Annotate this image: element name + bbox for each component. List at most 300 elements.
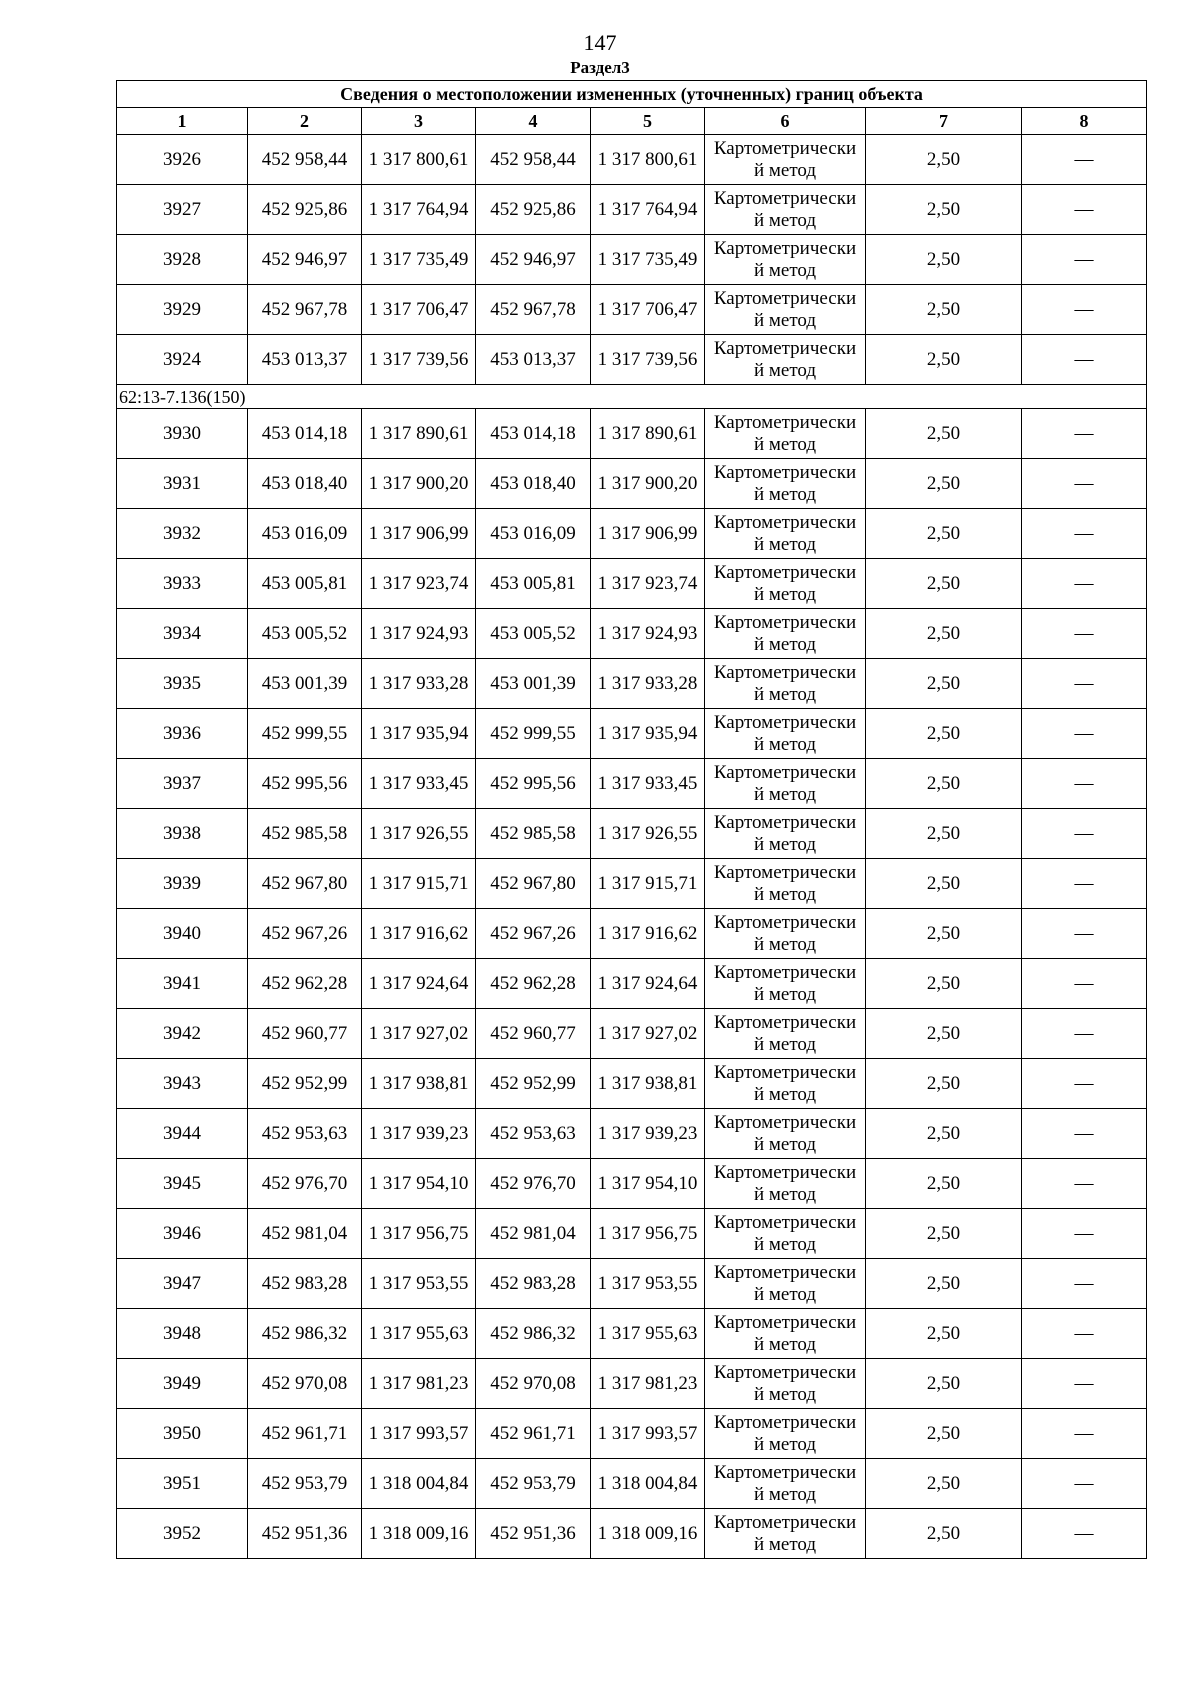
table-cell: 452 970,08: [248, 1359, 362, 1409]
method-text-line2: й метод: [753, 209, 817, 231]
table-cell: 3942: [117, 1009, 248, 1059]
table-cell: 453 013,37: [476, 335, 591, 385]
method-text-line2: й метод: [753, 833, 817, 855]
table-cell: —: [1022, 1259, 1147, 1309]
table-row: [117, 559, 1147, 609]
table-cell: 452 976,70: [476, 1159, 591, 1209]
table-cell: 2,50: [866, 959, 1022, 1009]
table-cell: 1 317 935,94: [591, 709, 705, 759]
method-text-line1: Картометрически: [713, 861, 857, 883]
method-text-line2: й метод: [753, 1433, 817, 1455]
table-cell: 452 967,78: [248, 285, 362, 335]
table-cell: 1 317 900,20: [362, 459, 476, 509]
table-cell: 452 953,79: [476, 1459, 591, 1509]
table-cell: 452 967,26: [476, 909, 591, 959]
table-cell: 3924: [117, 335, 248, 385]
method-text-line1: Картометрически: [713, 1211, 857, 1233]
method-cell: [705, 235, 866, 285]
method-text-line2: й метод: [753, 1033, 817, 1055]
table-cell: —: [1022, 1109, 1147, 1159]
table-cell: 1 317 927,02: [362, 1009, 476, 1059]
method-cell: [705, 759, 866, 809]
method-text-line2: й метод: [753, 533, 817, 555]
method-cell: [705, 509, 866, 559]
table-cell: 3945: [117, 1159, 248, 1209]
table-cell: 3948: [117, 1309, 248, 1359]
table-row: [117, 959, 1147, 1009]
method-text-line2: й метод: [753, 783, 817, 805]
table-cell: 452 986,32: [248, 1309, 362, 1359]
table-cell: 452 981,04: [476, 1209, 591, 1259]
table-cell: 1 318 004,84: [591, 1459, 705, 1509]
method-cell: [705, 909, 866, 959]
method-text-line1: Картометрически: [713, 1261, 857, 1283]
table-cell: 453 018,40: [476, 459, 591, 509]
table-cell: 1 317 955,63: [362, 1309, 476, 1359]
method-text-line1: Картометрически: [713, 511, 857, 533]
method-text-line2: й метод: [753, 1283, 817, 1305]
table-cell: 452 952,99: [476, 1059, 591, 1109]
table-cell: —: [1022, 335, 1147, 385]
column-header: 6: [705, 108, 866, 135]
table-cell: 2,50: [866, 1109, 1022, 1159]
table-cell: 1 317 890,61: [362, 409, 476, 459]
column-header: 2: [248, 108, 362, 135]
table-cell: 2,50: [866, 659, 1022, 709]
table-cell: 3944: [117, 1109, 248, 1159]
table-cell: 453 014,18: [248, 409, 362, 459]
method-text-line2: й метод: [753, 359, 817, 381]
table-cell: —: [1022, 1359, 1147, 1409]
method-text-line2: й метод: [753, 883, 817, 905]
method-text-line1: Картометрически: [713, 461, 857, 483]
table-cell: 3940: [117, 909, 248, 959]
table-cell: 452 999,55: [248, 709, 362, 759]
table-cell: 452 953,63: [476, 1109, 591, 1159]
table-cell: 452 985,58: [476, 809, 591, 859]
method-text-line2: й метод: [753, 933, 817, 955]
method-cell: [705, 1059, 866, 1109]
table-cell: —: [1022, 1009, 1147, 1059]
table-cell: 2,50: [866, 759, 1022, 809]
table-cell: 2,50: [866, 559, 1022, 609]
table-cell: 452 960,77: [248, 1009, 362, 1059]
table-cell: 2,50: [866, 1009, 1022, 1059]
table-cell: 452 958,44: [248, 135, 362, 185]
table-cell: 452 967,78: [476, 285, 591, 335]
method-text-line2: й метод: [753, 1483, 817, 1505]
table-row: [117, 1509, 1147, 1559]
method-text-line2: й метод: [753, 1233, 817, 1255]
method-text-line2: й метод: [753, 1383, 817, 1405]
method-text-line2: й метод: [753, 159, 817, 181]
table-cell: 1 317 926,55: [591, 809, 705, 859]
table-cell: 1 317 956,75: [591, 1209, 705, 1259]
table-cell: 1 317 924,64: [362, 959, 476, 1009]
table-cell: —: [1022, 559, 1147, 609]
table-cell: 1 317 938,81: [591, 1059, 705, 1109]
table-row: [117, 1009, 1147, 1059]
table-cell: —: [1022, 809, 1147, 859]
table-cell: 1 317 981,23: [591, 1359, 705, 1409]
table-cell: 1 317 933,45: [591, 759, 705, 809]
table-cell: 3928: [117, 235, 248, 285]
table-cell: —: [1022, 859, 1147, 909]
method-cell: [705, 659, 866, 709]
table-cell: 3933: [117, 559, 248, 609]
table-cell: 2,50: [866, 809, 1022, 859]
method-text-line2: й метод: [753, 633, 817, 655]
method-cell: [705, 1509, 866, 1559]
method-text-line1: Картометрически: [713, 1411, 857, 1433]
table-cell: 1 317 981,23: [362, 1359, 476, 1409]
table-cell: 1 317 927,02: [591, 1009, 705, 1059]
table-cell: —: [1022, 409, 1147, 459]
table-cell: 1 317 739,56: [591, 335, 705, 385]
table-row: [117, 1409, 1147, 1459]
table-cell: 1 317 954,10: [362, 1159, 476, 1209]
method-cell: [705, 1209, 866, 1259]
table-cell: 1 317 923,74: [362, 559, 476, 609]
table-cell: —: [1022, 1309, 1147, 1359]
table-cell: 452 995,56: [248, 759, 362, 809]
table-cell: 2,50: [866, 285, 1022, 335]
method-cell: [705, 1109, 866, 1159]
table-row: [117, 709, 1147, 759]
table-cell: 3927: [117, 185, 248, 235]
table-cell: 452 946,97: [476, 235, 591, 285]
method-cell: [705, 1259, 866, 1309]
table-cell: 453 013,37: [248, 335, 362, 385]
table-cell: 453 005,81: [248, 559, 362, 609]
boundary-coordinates-table: [116, 80, 1147, 1559]
table-cell: 452 925,86: [248, 185, 362, 235]
table-cell: 3952: [117, 1509, 248, 1559]
table-caption-row: [117, 81, 1147, 108]
table-row: [117, 859, 1147, 909]
group-label: 62:13-7.136(150): [117, 385, 1147, 409]
method-cell: [705, 1359, 866, 1409]
method-cell: [705, 809, 866, 859]
table-cell: 1 318 009,16: [362, 1509, 476, 1559]
table-cell: 2,50: [866, 135, 1022, 185]
table-cell: 1 317 953,55: [591, 1259, 705, 1309]
table-cell: —: [1022, 1409, 1147, 1459]
table-cell: —: [1022, 709, 1147, 759]
table-cell: 3929: [117, 285, 248, 335]
table-cell: —: [1022, 1059, 1147, 1109]
method-text-line1: Картометрически: [713, 1461, 857, 1483]
table-cell: 1 317 800,61: [362, 135, 476, 185]
method-text-line1: Картометрически: [713, 761, 857, 783]
table-cell: 2,50: [866, 409, 1022, 459]
method-text-line1: Картометрически: [713, 1361, 857, 1383]
table-cell: —: [1022, 909, 1147, 959]
table-cell: 3934: [117, 609, 248, 659]
table-cell: 2,50: [866, 709, 1022, 759]
table-cell: —: [1022, 509, 1147, 559]
method-cell: [705, 459, 866, 509]
table-cell: 1 317 953,55: [362, 1259, 476, 1309]
table-cell: 1 317 938,81: [362, 1059, 476, 1109]
table-cell: 452 985,58: [248, 809, 362, 859]
table-cell: 3930: [117, 409, 248, 459]
table-cell: 1 317 735,49: [362, 235, 476, 285]
method-text-line1: Картометрически: [713, 187, 857, 209]
table-cell: —: [1022, 285, 1147, 335]
table-cell: 452 961,71: [248, 1409, 362, 1459]
table-cell: 3936: [117, 709, 248, 759]
table-cell: 1 317 706,47: [591, 285, 705, 335]
table-row: [117, 1109, 1147, 1159]
table-cell: 3943: [117, 1059, 248, 1109]
table-cell: 3937: [117, 759, 248, 809]
method-text-line2: й метод: [753, 1533, 817, 1555]
table-cell: 1 317 915,71: [362, 859, 476, 909]
table-cell: 3941: [117, 959, 248, 1009]
table-row: [117, 809, 1147, 859]
method-text-line1: Картометрически: [713, 1111, 857, 1133]
table-cell: 2,50: [866, 1459, 1022, 1509]
table-cell: 1 317 993,57: [591, 1409, 705, 1459]
table-row: [117, 1059, 1147, 1109]
table-row: [117, 459, 1147, 509]
method-cell: [705, 335, 866, 385]
table-cell: —: [1022, 1159, 1147, 1209]
table-cell: 452 953,79: [248, 1459, 362, 1509]
table-cell: 3946: [117, 1209, 248, 1259]
table-cell: —: [1022, 759, 1147, 809]
method-text-line2: й метод: [753, 983, 817, 1005]
table-cell: 453 005,81: [476, 559, 591, 609]
section-title: Раздел3: [570, 58, 630, 77]
table-cell: 452 962,28: [476, 959, 591, 1009]
table-cell: 1 317 923,74: [591, 559, 705, 609]
method-text-line1: Картометрически: [713, 1011, 857, 1033]
table-cell: 1 317 915,71: [591, 859, 705, 909]
method-cell: [705, 185, 866, 235]
column-header-row: [117, 108, 1147, 135]
table-cell: 453 005,52: [476, 609, 591, 659]
table-cell: —: [1022, 659, 1147, 709]
page-number: 147: [583, 30, 617, 55]
method-cell: [705, 1159, 866, 1209]
method-cell: [705, 959, 866, 1009]
table-cell: 452 983,28: [476, 1259, 591, 1309]
table-row: [117, 609, 1147, 659]
table-cell: 3935: [117, 659, 248, 709]
method-cell: [705, 859, 866, 909]
table-cell: 453 001,39: [476, 659, 591, 709]
method-cell: [705, 1309, 866, 1359]
table-row: [117, 409, 1147, 459]
table-cell: 3938: [117, 809, 248, 859]
table-cell: 452 962,28: [248, 959, 362, 1009]
method-text-line1: Картометрически: [713, 711, 857, 733]
method-text-line2: й метод: [753, 433, 817, 455]
table-cell: 1 317 939,23: [362, 1109, 476, 1159]
method-text-line2: й метод: [753, 583, 817, 605]
table-cell: 1 317 739,56: [362, 335, 476, 385]
method-text-line2: й метод: [753, 483, 817, 505]
table-cell: 453 016,09: [476, 509, 591, 559]
table-row: [117, 135, 1147, 185]
table-row: [117, 235, 1147, 285]
table-cell: 453 001,39: [248, 659, 362, 709]
method-text-line2: й метод: [753, 1183, 817, 1205]
table-row: [117, 509, 1147, 559]
table-cell: 452 986,32: [476, 1309, 591, 1359]
method-text-line2: й метод: [753, 1083, 817, 1105]
table-cell: 452 958,44: [476, 135, 591, 185]
method-cell: [705, 559, 866, 609]
table-cell: 1 318 009,16: [591, 1509, 705, 1559]
table-cell: 2,50: [866, 459, 1022, 509]
table-row: [117, 1359, 1147, 1409]
table-cell: 1 317 933,45: [362, 759, 476, 809]
table-cell: —: [1022, 135, 1147, 185]
table-cell: 1 317 906,99: [362, 509, 476, 559]
table-cell: 452 952,99: [248, 1059, 362, 1109]
table-cell: 1 317 933,28: [591, 659, 705, 709]
column-header: 1: [117, 108, 248, 135]
table-cell: 452 961,71: [476, 1409, 591, 1459]
table-row: [117, 1309, 1147, 1359]
method-cell: [705, 709, 866, 759]
column-header: 7: [866, 108, 1022, 135]
table-cell: 452 953,63: [248, 1109, 362, 1159]
method-text-line1: Картометрически: [713, 337, 857, 359]
method-text-line1: Картометрически: [713, 287, 857, 309]
table-cell: 2,50: [866, 1309, 1022, 1359]
column-header: 8: [1022, 108, 1147, 135]
table-cell: 3951: [117, 1459, 248, 1509]
method-text-line1: Картометрически: [713, 1511, 857, 1533]
method-text-line1: Картометрически: [713, 811, 857, 833]
table-cell: —: [1022, 609, 1147, 659]
table-cell: 452 981,04: [248, 1209, 362, 1259]
table-cell: 452 976,70: [248, 1159, 362, 1209]
table-cell: 452 925,86: [476, 185, 591, 235]
method-text-line1: Картометрически: [713, 561, 857, 583]
table-cell: 452 995,56: [476, 759, 591, 809]
method-text-line1: Картометрически: [713, 661, 857, 683]
column-header: 5: [591, 108, 705, 135]
table-cell: 452 960,77: [476, 1009, 591, 1059]
method-text-line1: Картометрически: [713, 1161, 857, 1183]
table-cell: 2,50: [866, 1159, 1022, 1209]
table-cell: 452 946,97: [248, 235, 362, 285]
table-cell: 1 317 735,49: [591, 235, 705, 285]
table-cell: 2,50: [866, 1059, 1022, 1109]
table-cell: 3949: [117, 1359, 248, 1409]
table-row: [117, 1459, 1147, 1509]
table-cell: 1 317 954,10: [591, 1159, 705, 1209]
table-cell: 3950: [117, 1409, 248, 1459]
table-row: [117, 909, 1147, 959]
table-caption: Сведения о местоположении измененных (уточненных) границ объекта: [117, 81, 1147, 108]
table-cell: 1 317 706,47: [362, 285, 476, 335]
table-cell: 1 317 916,62: [591, 909, 705, 959]
method-text-line1: Картометрически: [713, 237, 857, 259]
column-header: 4: [476, 108, 591, 135]
table-cell: —: [1022, 1209, 1147, 1259]
method-text-line2: й метод: [753, 733, 817, 755]
method-cell: [705, 1459, 866, 1509]
method-cell: [705, 285, 866, 335]
method-text-line1: Картометрически: [713, 961, 857, 983]
table-cell: —: [1022, 1509, 1147, 1559]
table-cell: 452 967,80: [476, 859, 591, 909]
table-cell: 452 951,36: [248, 1509, 362, 1559]
table-cell: —: [1022, 959, 1147, 1009]
table-cell: 453 014,18: [476, 409, 591, 459]
method-cell: [705, 1409, 866, 1459]
table-cell: 452 951,36: [476, 1509, 591, 1559]
table-cell: 452 970,08: [476, 1359, 591, 1409]
table-cell: 2,50: [866, 859, 1022, 909]
table-row: [117, 759, 1147, 809]
table-cell: 2,50: [866, 909, 1022, 959]
table-row: [117, 1259, 1147, 1309]
table-cell: 1 317 935,94: [362, 709, 476, 759]
table-cell: 2,50: [866, 1209, 1022, 1259]
table-cell: 453 018,40: [248, 459, 362, 509]
method-text-line1: Картометрически: [713, 911, 857, 933]
group-row: [117, 385, 1147, 409]
table-cell: 2,50: [866, 509, 1022, 559]
method-cell: [705, 609, 866, 659]
table-cell: 1 317 926,55: [362, 809, 476, 859]
table-cell: 2,50: [866, 185, 1022, 235]
table-cell: 2,50: [866, 1509, 1022, 1559]
table-cell: 3932: [117, 509, 248, 559]
table-cell: 1 317 993,57: [362, 1409, 476, 1459]
table-cell: 3939: [117, 859, 248, 909]
table-cell: 1 317 900,20: [591, 459, 705, 509]
table-cell: 452 967,26: [248, 909, 362, 959]
method-cell: [705, 135, 866, 185]
table-cell: 1 317 933,28: [362, 659, 476, 709]
table-cell: 453 016,09: [248, 509, 362, 559]
method-text-line1: Картометрически: [713, 1311, 857, 1333]
table-cell: 2,50: [866, 235, 1022, 285]
table-cell: —: [1022, 185, 1147, 235]
table-cell: —: [1022, 1459, 1147, 1509]
table-cell: 2,50: [866, 1409, 1022, 1459]
method-text-line2: й метод: [753, 1133, 817, 1155]
method-text-line2: й метод: [753, 683, 817, 705]
table-cell: 1 317 800,61: [591, 135, 705, 185]
table-row: [117, 1159, 1147, 1209]
table-cell: 1 317 764,94: [591, 185, 705, 235]
column-header: 3: [362, 108, 476, 135]
table-cell: 2,50: [866, 1259, 1022, 1309]
method-text-line2: й метод: [753, 259, 817, 281]
table-cell: 2,50: [866, 335, 1022, 385]
table-cell: —: [1022, 235, 1147, 285]
table-cell: 452 967,80: [248, 859, 362, 909]
table-row: [117, 659, 1147, 709]
table-cell: —: [1022, 459, 1147, 509]
table-cell: 3947: [117, 1259, 248, 1309]
table-cell: 2,50: [866, 609, 1022, 659]
method-text-line1: Картометрически: [713, 411, 857, 433]
table-cell: 1 317 956,75: [362, 1209, 476, 1259]
table-cell: 452 999,55: [476, 709, 591, 759]
table-cell: 2,50: [866, 1359, 1022, 1409]
table-cell: 1 317 890,61: [591, 409, 705, 459]
